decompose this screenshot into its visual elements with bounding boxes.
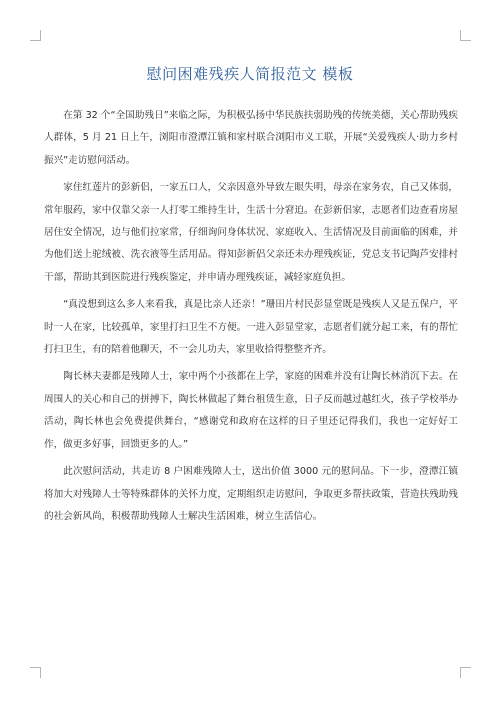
paragraph-summary: 此次慰问活动，共走访 8 户困难残障人士，送出价值 3000 元的慰问品。下一步，澄潭江镇将加大对残障人士等特殊群体的关怀力度，定期组织走访慰问，争取更多帮扶政策，营造扶残助残的社会新风尚，积极帮助残障人士解决生活困难，树立生活信心。: [44, 466, 458, 522]
crop-mark-bottom-right: [460, 667, 471, 678]
document-body: [44, 105, 458, 533]
paragraph-tao-changlin: 陶长林夫妻都是残障人士，家中两个小孩都在上学，家庭的困难并没有让陶长林消沉下去。在周围人的关心和自己的拼搏下，陶长林做起了舞台租赁生意，日子反而越过越红火，孩子学校举办活动，陶长林也会免费提供舞台，“感谢党和政府在这样的日子里还记得我们，我也一定好好工作，做更多好事，回馈更多的人。”: [44, 371, 458, 450]
crop-mark-top-right: [460, 30, 471, 41]
paragraph-peng-xinlv: 家住红莲片的彭新侣，一家五口人，父亲因意外导致左眼失明，母亲在家务农，自己又体弱，常年服药，家中仅靠父亲一人打零工维持生计，生活十分窘迫。在彭新侣家，志愿者们边查看房屋居住安全情况，边与他们拉家常，仔细询问身体状况、家庭收入、生活情况及目前面临的困难，并为他们送上驼绒被、洗衣液等生活用品。得知彭新侣父亲还未办理残疾证，党总支书记陶芦安排村干部，帮助其到医院进行残疾鉴定，并申请办理残疾证，减轻家庭负担。: [44, 182, 458, 283]
paragraph-peng-xiantang: “真没想到这么多人来看我，真是比亲人还亲！”珊田片村民彭显堂既是残疾人又是五保户，平时一人在家，比较孤单，家里打扫卫生不方便。一进入彭显堂家，志愿者们就分起工来，有的帮忙打扫卫生，有的陪着他聊天，不一会儿功夫，家里收拾得整整齐齐。: [44, 299, 458, 356]
document-title: 慰问困难残疾人简报范文 模板: [146, 65, 354, 83]
paragraph-intro: 在第 32 个“全国助残日”来临之际，为积极弘扬中华民族扶弱助残的传统美德，关心帮助残疾人群体，5 月 21 日上午，浏阳市澄潭江镇和家村联合浏阳市义工联，开展“关爱残疾人·助力乡村振兴”走访慰问活动。: [44, 110, 458, 166]
crop-mark-top-left: [30, 30, 41, 41]
crop-mark-bottom-left: [30, 667, 41, 678]
